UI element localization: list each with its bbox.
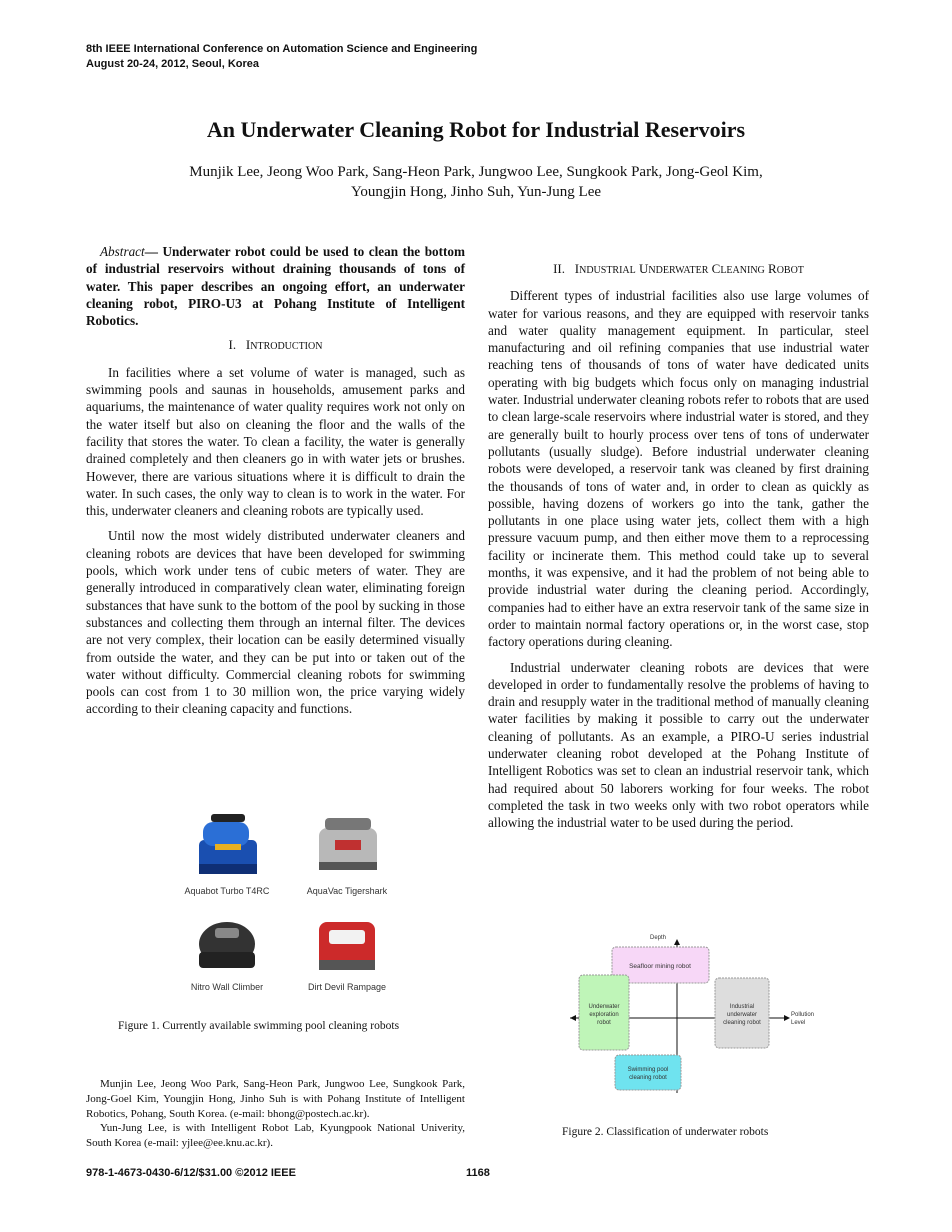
author-list [120,162,832,202]
right-column [488,260,869,832]
aquavac-image [305,804,389,882]
industrial-label-1: Industrial [729,1004,755,1010]
conference-dates: August 20-24, 2012, Seoul, Korea [86,58,260,70]
author-footnote [86,1077,465,1151]
nitro-label: Nitro Wall Climber [190,982,264,992]
figure-1-caption: Figure 1. Currently available swimming pool cleaning robots [118,1020,400,1032]
footnote-affiliation-1: Munjin Lee, Jeong Woo Park, Sang-Heon Park, Jungwoo Lee, Sungkook Park, Jong-Goel Kim, Youngjin Hong, Jinho Suh is with Pohang Institute of Intelligent Robotics, Pohang, South Korea. (e-mail: bhong@postech.ac.kr). [86,1078,465,1120]
s2-w1-initial: I [574,261,580,276]
industrial-label-2: underwater [726,1012,758,1018]
figure-2-caption: Figure 2. Classification of underwater robots [562,1126,769,1138]
section-1-heading [86,336,465,355]
aquabot-label: Aquabot Turbo T4RC [184,886,270,896]
section-2-paragraph-2: Industrial underwater cleaning robots are devices that were developed in order to fundamentally resolve the problems of having to drain and resupply water in the traditional method of manually cleaning water facilities by making it possible to carry out the underwater cleaning of pollutants. As an example, a PIRO-U series industrial underwater cleaning robot developed at the Pohang Institute of Intelligent Robotics was set to clean an industrial reservoir tank, which had required about 50 laborers working for four weeks. The robot completed the task in two weeks only with two robot operators while allowing the industrial water to be used during the period. [488,659,869,831]
aquavac-label: AquaVac Tigershark [306,886,388,896]
s2-w1-rest: NDUSTRIAL [579,265,636,276]
section-2-paragraph-1: Different types of industrial facilities also use large volumes of water for various reasons, and they are equipped with reservoir tanks and water quality management equipment. In particular, steel manufacturing and oil refining companies that use industrial water reaching tens of thousands of tons of water have dedicated units operating with big budgets which focus only on managing industrial water. Industrial underwater cleaning robots refer to robots that are used to clean large-scale reservoirs where industrial water is stored, and they are generally built to hourly process over tens of tons of underwater pollutants (usually sludge). Before industrial underwater cleaning robots were developed, a reservoir tank was cleaned by first draining the thousands of tons of water and, in order to clean as quickly as possible, having dozens of workers go into the tank, gather the pollutants in one place using water jets, collect them with a high pressure vacuum pump, and then either move them to a reprocessing facility or incinerate them. This method could take up to several months, it was expensive, and it had the problem of not being able to provide industrial water during the cleaning period. Accordingly, companies had to either have an extra reservoir tank of the same size in order to maintain normal factory operations or, in the worst case, stop factory operations during cleaning. [488,288,869,650]
pollution-axis-label-2: Level [791,1020,806,1026]
section-2-heading [488,260,869,279]
nitro-image [185,904,269,982]
s2-w2-rest: NDERWATER [648,265,709,276]
exploration-label-1: Underwater [588,1004,620,1010]
classification-diagram [565,930,815,1095]
section-1-paragraph-2: Until now the most widely distributed underwater cleaners and cleaning robots are devices that have been developed for swimming pools, which work under tens of cubic meters of water. They are generally introduced in comparatively clean water, eliminating foreign substances that have sunk to the bottom of the pool by sucking in those substances and collecting them through an internal filter. The devices are not very complex, their location can be easily determined visually from outside the water, and they can be put into or taken out of the water without difficulty. Commercial cleaning robots for swimming pools can cost from 1 to 30 million won, the price varying widely according to their cleaning capacity and functions. [86,528,465,717]
dirt-devil-image [305,904,389,982]
section-1-numeral: I. [228,337,237,353]
figure-2 [565,930,815,1095]
section-1-paragraph-1: In facilities where a set volume of water is managed, such as swimming pools and saunas in households, amusement parks and aquariums, the maintenance of water quality requires work not only on the water itself but also on cleaning the floor and the walls of the facility that stores the water. To clean a facility, the water is generally drained completely and then cleaners go in with water jets or brushes. However, there are various situations where it is difficult to drain the water. In such cases, the only way to clean is to work in the water. For this, underwater cleaners and cleaning robots are typically used. [86,364,465,519]
pool-label-2: cleaning robot [629,1075,667,1081]
abstract [86,243,465,329]
page-number: 1168 [466,1167,490,1179]
section-2-numeral: II. [553,261,565,276]
conference-name: 8th IEEE International Conference on Automation Science and Engineering [86,43,478,55]
section-1-initial: I [245,337,251,353]
industrial-label-3: cleaning robot [723,1020,761,1026]
conference-header [86,42,477,72]
author-line-2: Youngjin Hong, Jinho Suh, Yun-Jung Lee [350,184,602,200]
abstract-dash: — [144,244,158,259]
s2-w4-initial: R [768,261,777,276]
s2-w3-rest: LEANING [720,265,765,276]
abstract-label: Abstract [100,244,145,259]
seafloor-label: Seafloor mining robot [629,963,691,970]
exploration-label-3: robot [597,1020,611,1026]
footnote-affiliation-2: Yun-Jung Lee, is with Intelligent Robot Lab, Kyungpook National Univerity, South Korea (e-mail: yjlee@ee.knu.ac.kr). [86,1122,465,1150]
aquabot-image [185,804,269,882]
left-column [86,243,465,718]
depth-axis-label: Depth [650,935,667,941]
section-1-rest: NTRODUCTION [250,341,323,353]
pollution-axis-label-1: Pollution [791,1012,815,1018]
figure-1 [165,798,405,998]
author-line-1: Munjik Lee, Jeong Woo Park, Sang-Heon Park, Jungwoo Lee, Sungkook Park, Jong-Geol Kim, [189,164,763,180]
s2-w4-rest: OBOT [776,265,804,276]
abstract-text: Underwater robot could be used to clean the bottom of industrial reservoirs without draining thousands of tons of water. This paper describes an ongoing effort, an underwater cleaning robot, PIRO-U3 at Pohang Institute of Intelligent Robotics. [86,244,465,329]
exploration-label-2: exploration [589,1012,619,1018]
s2-w3-initial: C [711,261,721,276]
isbn-copyright: 978-1-4673-0430-6/12/$31.00 ©2012 IEEE [86,1167,296,1179]
s2-w2-initial: U [639,261,649,276]
paper-title: An Underwater Cleaning Robot for Industrial Reservoirs [206,117,746,142]
pool-label-1: Swimming pool [627,1067,669,1073]
dirt-devil-label: Dirt Devil Rampage [307,982,387,992]
